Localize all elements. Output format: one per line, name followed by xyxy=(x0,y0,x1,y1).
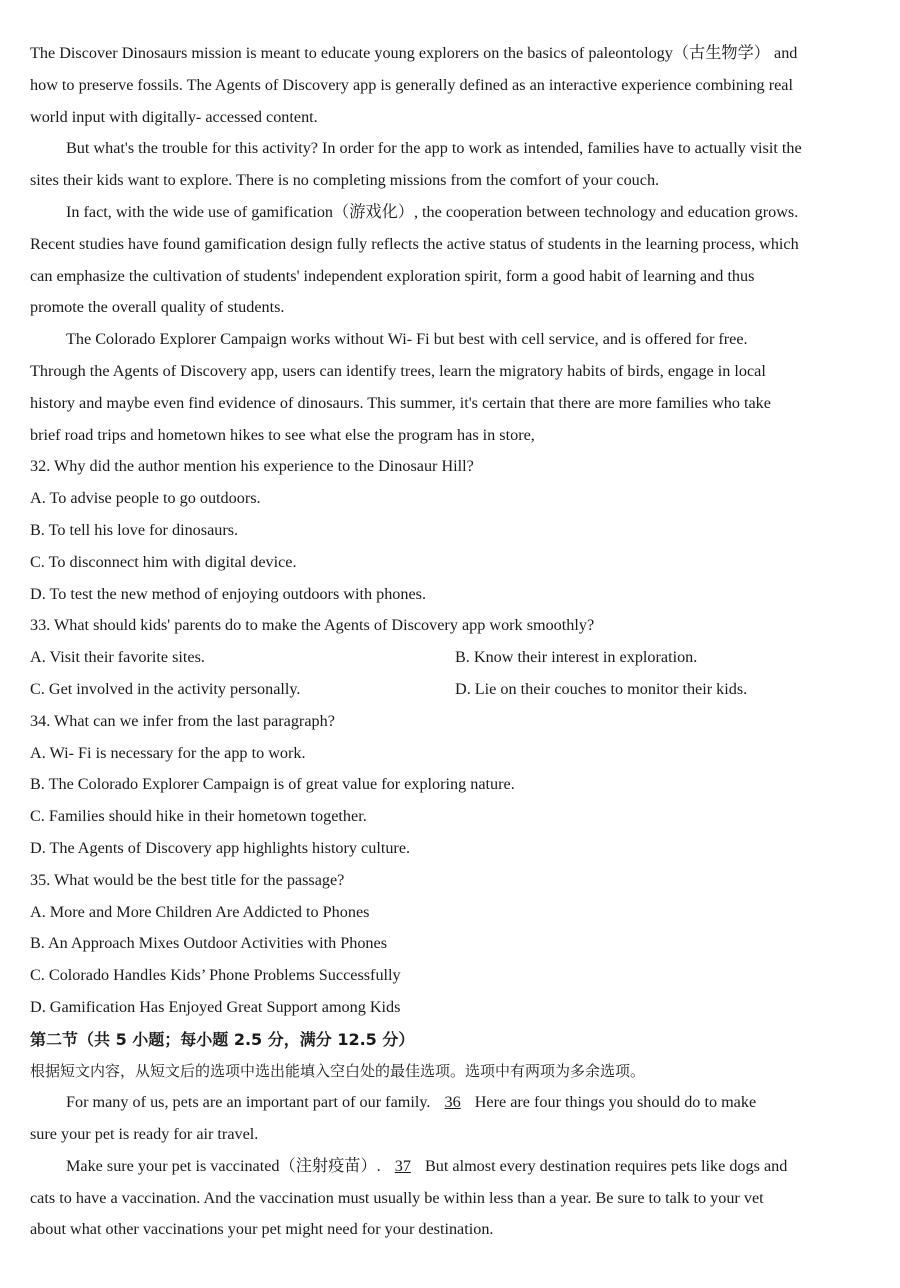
text-line: sites their kids want to explore. There is no completing missions from the comfort of your couch. xyxy=(30,171,660,190)
option-a: A. More and More Children Are Addicted to Phones xyxy=(30,902,370,921)
text-line: promote the overall quality of students. xyxy=(30,298,285,317)
question-stem: 32. Why did the author mention his experience to the Dinosaur Hill? xyxy=(30,457,474,476)
text-line: about what other vaccinations your pet might need for your destination. xyxy=(30,1220,494,1239)
text-line: Through the Agents of Discovery app, users can identify trees, learn the migratory habits of birds, engage in local xyxy=(30,361,766,380)
text-segment: But almost every destination requires pets like dogs and xyxy=(424,1156,788,1175)
question-35 xyxy=(30,865,880,1024)
text-line: The Discover Dinosaurs mission is meant to educate young explorers on the basics of paleontology（古生物学） and xyxy=(30,44,798,62)
passage-paragraph-1 xyxy=(30,38,880,133)
option-c: C. Get involved in the activity personally. xyxy=(30,679,301,698)
option-a: A. To advise people to go outdoors. xyxy=(30,489,261,508)
option-b: B. Know their interest in exploration. xyxy=(455,648,698,667)
question-stem: 34. What can we infer from the last paragraph? xyxy=(30,711,335,730)
question-32 xyxy=(30,451,880,610)
text-line: The Colorado Explorer Campaign works without Wi- Fi but best with cell service, and is offered for free. xyxy=(66,330,748,349)
text-line: world input with digitally- accessed content. xyxy=(30,107,318,126)
section-2 xyxy=(30,1024,880,1247)
option-d: D. The Agents of Discovery app highlights history culture. xyxy=(30,838,411,857)
text-segment: For many of us, pets are an important part of our family. xyxy=(66,1093,431,1112)
blank-36: 36 xyxy=(444,1093,461,1112)
section-heading: 第二节（共 5 小题；每小题 2.5 分，满分 12.5 分） xyxy=(30,1029,415,1049)
option-c: C. Families should hike in their hometown together. xyxy=(30,807,367,826)
text-segment: Here are four things you should do to make xyxy=(474,1093,757,1112)
blank-37: 37 xyxy=(394,1156,411,1175)
option-c: C. To disconnect him with digital device. xyxy=(30,552,297,571)
question-34 xyxy=(30,706,880,865)
question-33 xyxy=(30,610,880,705)
options-row xyxy=(30,674,880,706)
option-a: A. Visit their favorite sites. xyxy=(30,648,205,667)
question-stem: 33. What should kids' parents do to make the Agents of Discovery app work smoothly? xyxy=(30,616,595,635)
option-d: D. To test the new method of enjoying outdoors with phones. xyxy=(30,584,427,603)
text-line: brief road trips and hometown hikes to see what else the program has in store, xyxy=(30,425,535,444)
option-b: B. The Colorado Explorer Campaign is of great value for exploring nature. xyxy=(30,775,515,794)
option-b: B. To tell his love for dinosaurs. xyxy=(30,520,239,539)
text-segment: Make sure your pet is vaccinated（注射疫苗）. xyxy=(66,1156,381,1175)
section-instruction: 根据短文内容，从短文后的选项中选出能填入空白处的最佳选项。选项中有两项为多余选项。 xyxy=(30,1061,646,1080)
passage-paragraph-4 xyxy=(30,324,880,451)
text-line: But what's the trouble for this activity? In order for the app to work as intended, families have to actually visit the xyxy=(66,139,802,158)
option-c: C. Colorado Handles Kids’ Phone Problems Successfully xyxy=(30,966,401,985)
text-line xyxy=(30,1151,880,1183)
text-line: history and maybe even find evidence of dinosaurs. This summer, it's certain that there are more families who take xyxy=(30,393,771,412)
text-line: In fact, with the wide use of gamification（游戏化）, the cooperation between technology and education grows. xyxy=(66,202,799,221)
document-page xyxy=(30,38,880,1246)
passage-paragraph-2 xyxy=(30,133,880,197)
option-d: D. Lie on their couches to monitor their kids. xyxy=(455,679,748,698)
option-a: A. Wi- Fi is necessary for the app to work. xyxy=(30,743,306,762)
text-line: cats to have a vaccination. And the vaccination must usually be within less than a year. Be sure to talk to your vet xyxy=(30,1188,764,1207)
option-b: B. An Approach Mixes Outdoor Activities with Phones xyxy=(30,934,388,953)
text-line: how to preserve fossils. The Agents of Discovery app is generally defined as an interactive experience combining real xyxy=(30,75,793,94)
option-d: D. Gamification Has Enjoyed Great Support among Kids xyxy=(30,997,401,1016)
text-line: sure your pet is ready for air travel. xyxy=(30,1125,259,1144)
passage-paragraph-3 xyxy=(30,197,880,324)
text-line: can emphasize the cultivation of students' independent exploration spirit, form a good habit of learning and thus xyxy=(30,266,755,285)
text-line xyxy=(30,1087,880,1119)
options-row xyxy=(30,642,880,674)
question-stem: 35. What would be the best title for the passage? xyxy=(30,870,345,889)
text-line: Recent studies have found gamification design fully reflects the active status of students in the learning process, which xyxy=(30,234,799,253)
